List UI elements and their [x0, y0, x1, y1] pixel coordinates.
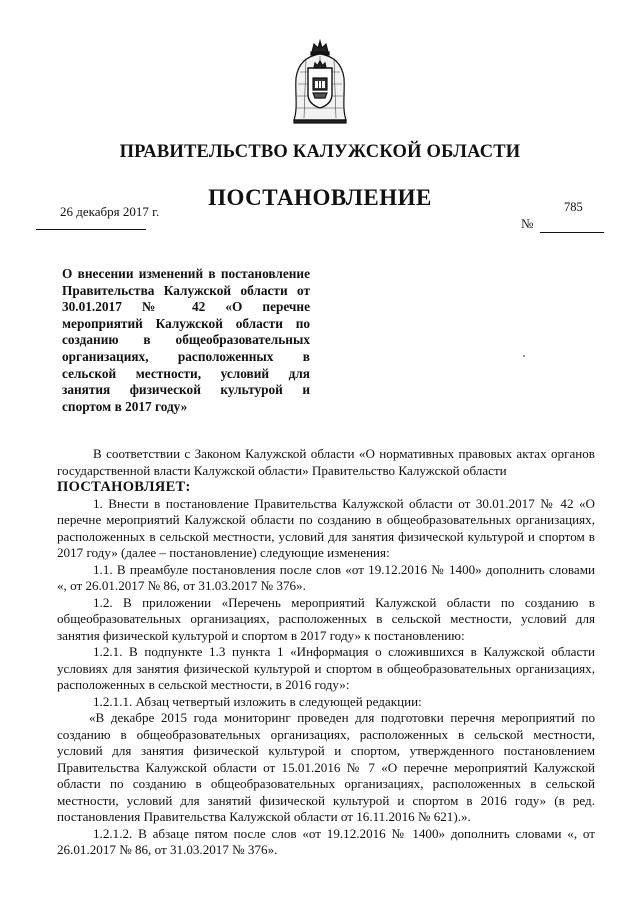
scan-speck — [523, 355, 525, 357]
government-name: ПРАВИТЕЛЬСТВО КАЛУЖСКОЙ ОБЛАСТИ — [119, 142, 521, 162]
paragraph-1: 1. Внести в постановление Правительства Калужской области от 30.01.2017 № 42 «О перечне мероприятий Калужской области по созданию в общеобразовательных организациях, расположенных в сельской местности, условий для занятия физической культурой и спортом в 2017 году» (далее – постановление) следующие изменения: — [57, 495, 595, 560]
paragraph-1-2-1-2: 1.2.1.2. В абзаце пятом после слов «от 19.12.2016 № 1400» дополнить словами «, от 26.01.2017 № 86, от 31.03.2017 № 376». — [57, 825, 595, 857]
document-type-title: ПОСТАНОВЛЕНИЕ — [208, 185, 432, 210]
paragraph-1-2-1: 1.2.1. В подпункте 1.3 пункта 1 «Информация о сложившихся в Калужской области условиях для занятия физической культурой и спортом в общеобразовательных организациях, расположенных в сельской местности, в 2016 году»: — [57, 644, 595, 692]
quoted-paragraph: «В декабре 2015 года мониторинг проведен для подготовки перечня мероприятий по созданию в общеобразовательных организациях, расположенных в сельской местности, условий для занятия физической культурой и спортом, утвержденного постановлением Правительства Калужской области от 15.01.2016 № 7 «О перечне мероприятий Калужской области по созданию в общеобразовательных организациях, расположенных в сельской местности, условий для занятий физической культурой и спортом в 2016 году» (в ред. постановления Правительства Калужской области от 16.11.2016 № 621).». — [57, 710, 595, 824]
coat-of-arms-icon — [292, 38, 348, 124]
decree-word: ПОСТАНОВЛЯЕТ: — [57, 479, 191, 495]
decree-heading — [57, 479, 595, 496]
document-body — [57, 446, 595, 859]
paragraph-1-2: 1.2. В приложении «Перечень мероприятий Калужской области по созданию в общеобразовательных организациях, расположенных в сельской местности, условий для занятия физической культурой и спортом в 2017 году» к постановлению: — [57, 594, 595, 643]
document-date: 26 декабря 2017 г. — [60, 204, 160, 219]
document-number: 785 — [564, 200, 583, 214]
document-subject: О внесении изменений в постановление Правительства Калужской области от 30.01.2017 № 42 «О перечне мероприятий Калужской области по созданию в общеобразовательных организациях, расположенных в сельской местности, условий для занятия физической культурой и спортом в 2017 году» — [62, 266, 310, 414]
intro-paragraph: В соответствии с Законом Калужской области «О нормативных правовых актах органов государственной власти Калужской области» Правительство Калужской области — [57, 446, 595, 478]
number-underline — [540, 232, 604, 233]
paragraph-1-2-1-1: 1.2.1.1. Абзац четвертый изложить в следующей редакции: — [93, 693, 422, 709]
date-underline — [36, 229, 146, 230]
number-label: № — [521, 216, 534, 231]
paragraph-1-1: 1.1. В преамбуле постановления после слов «от 19.12.2016 № 1400» дополнить словами «, от 26.01.2017 № 86, от 31.03.2017 № 376». — [57, 561, 595, 593]
